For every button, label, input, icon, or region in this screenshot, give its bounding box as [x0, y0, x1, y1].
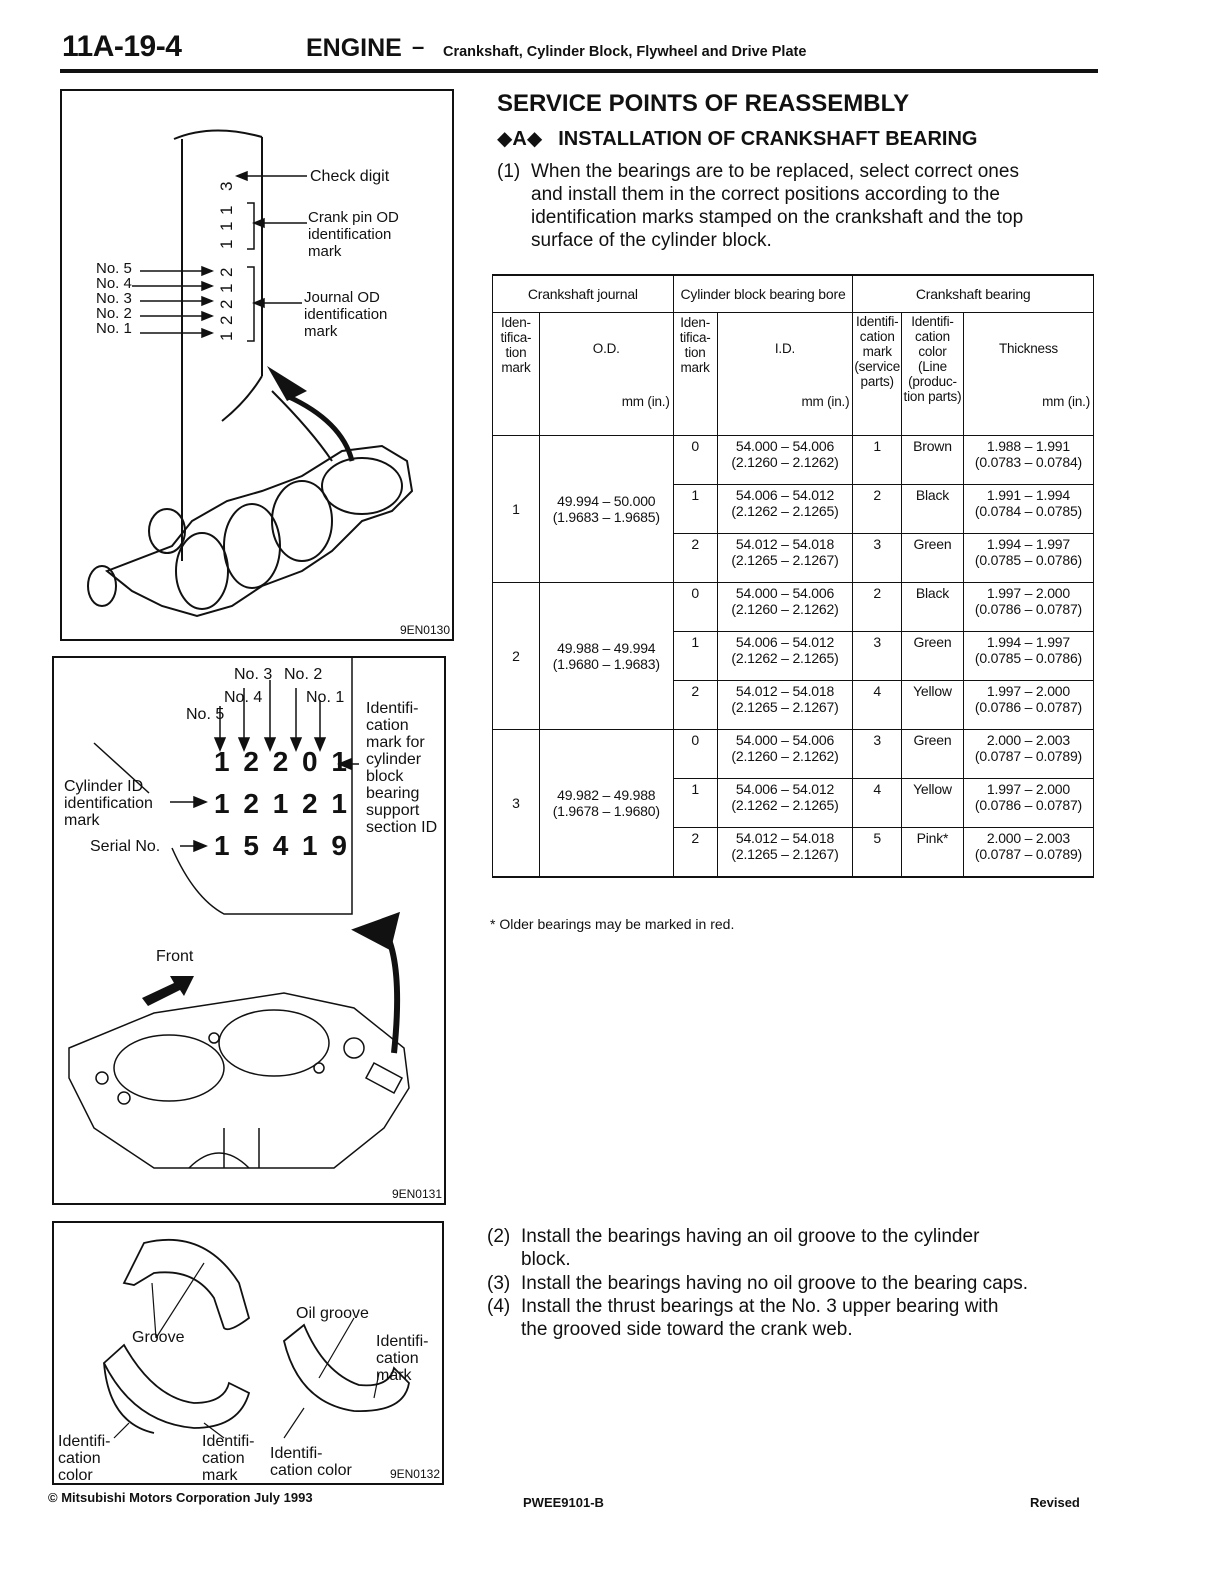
bore-mark-cell: 1 [673, 779, 717, 828]
stamped-digit: 1 [217, 221, 236, 231]
od-mm: 49.988 – 49.994 [557, 640, 656, 656]
label-line: Identifi- [270, 1445, 323, 1462]
crankshaft-illustration [62, 91, 452, 639]
bore-mark-cell: 0 [673, 583, 717, 632]
header-line: cation [915, 329, 950, 344]
od-mm: 49.982 – 49.988 [557, 786, 656, 803]
column-group-header: Crankshaft bearing [853, 275, 1094, 313]
label-line: color [58, 1467, 93, 1484]
thickness-cell [963, 730, 1093, 779]
id-in: (2.1262 – 2.1265) [731, 503, 839, 519]
label-line: cation color [270, 1462, 352, 1479]
step-text [521, 1295, 998, 1341]
bearing-mark-cell: 3 [853, 730, 902, 779]
group-header-row [493, 275, 1094, 313]
text-line: Install the bearings having no oil groove to the bearing caps. [521, 1273, 1028, 1294]
figure-cylinder-block-marks [52, 656, 446, 1205]
step-text [531, 160, 1023, 252]
bore-id-cell [717, 485, 853, 534]
step-2 [487, 1225, 1097, 1271]
header-line: (service [854, 359, 901, 374]
text-line: Install the thrust bearings at the No. 3 upper bearing with [521, 1296, 999, 1317]
thickness-in: (0.0783 – 0.0784) [974, 454, 1083, 470]
column-header [493, 313, 540, 436]
thickness-mm: 1.997 – 2.000 [986, 683, 1070, 699]
bearing-color-cell: Yellow [902, 779, 964, 828]
thickness-in: (0.0785 – 0.0786) [974, 552, 1083, 568]
header-line: I.D. [774, 341, 796, 356]
header-unit: mm (in.) [801, 394, 850, 409]
bore-mark-cell: 1 [673, 485, 717, 534]
bearing-selection-table [492, 274, 1094, 878]
thickness-cell [963, 436, 1093, 485]
bearing-color-cell: Black [902, 583, 964, 632]
header-line: parts) [860, 374, 894, 389]
step-1 [497, 160, 1097, 260]
stamped-digit: 1 [217, 239, 236, 249]
text-line: Install the bearings having an oil groove to the cylinder [521, 1226, 980, 1247]
bore-id-cell [717, 632, 853, 681]
journal-number: No. 5 [96, 260, 132, 277]
stamped-digit: 2 [217, 299, 236, 309]
label-line: mark [376, 1367, 412, 1384]
step-4 [487, 1295, 1097, 1341]
groove-label: Groove [132, 1329, 185, 1346]
bore-id-cell [717, 436, 853, 485]
label-line: Identifi- [202, 1433, 255, 1450]
journal-od-cell [539, 436, 673, 583]
label-line: section ID [366, 819, 438, 836]
crank-pin-label [308, 209, 399, 260]
id-mm: 54.006 – 54.012 [735, 634, 835, 650]
revision-status: Revised [1030, 1495, 1080, 1510]
header-line: color [918, 344, 947, 359]
thickness-in: (0.0787 – 0.0789) [974, 846, 1083, 862]
header-line: Iden- [680, 315, 711, 330]
header-line: cation [859, 329, 895, 344]
id-mm: 54.006 – 54.012 [735, 781, 835, 797]
service-point-marker: ◆A◆ [497, 128, 543, 150]
header-line: Thickness [998, 341, 1058, 356]
main-heading: SERVICE POINTS OF REASSEMBLY [497, 90, 910, 117]
header-line: tion [505, 345, 527, 360]
step-number: (4) [487, 1296, 511, 1317]
id-mm: 54.012 – 54.018 [735, 536, 835, 552]
thickness-in: (0.0786 – 0.0787) [974, 699, 1083, 715]
section-title: ENGINE [306, 34, 402, 62]
label-line: mark [308, 243, 342, 260]
bore-id-cell [717, 828, 853, 877]
thickness-mm: 1.997 – 2.000 [986, 585, 1070, 601]
thickness-cell [963, 583, 1093, 632]
journal-number: No. 3 [96, 290, 132, 307]
figure-bearing-shells [52, 1221, 444, 1485]
sub-heading-text: INSTALLATION OF CRANKSHAFT BEARING [558, 128, 978, 150]
header-line: mark [680, 360, 710, 375]
bearing-color-cell: Pink* [902, 828, 964, 877]
thickness-in: (0.0785 – 0.0786) [974, 650, 1083, 666]
thickness-cell [963, 485, 1093, 534]
no4-label: No. 4 [224, 689, 263, 706]
cylinder-id-label [64, 778, 153, 829]
text-line: identification marks stamped on the crankshaft and the top [531, 207, 1024, 228]
text-line: When the bearings are to be replaced, select correct ones [531, 161, 1019, 182]
id-in: (2.1262 – 2.1265) [731, 650, 839, 666]
thickness-in: (0.0786 – 0.0787) [974, 797, 1083, 813]
header-rule [60, 69, 1098, 73]
column-header [853, 313, 902, 436]
bearing-mark-cell: 3 [853, 534, 902, 583]
column-header [902, 313, 964, 436]
stamped-digit: 1 [217, 283, 236, 293]
header-line: mark [501, 360, 531, 375]
serial-number-digits: 1 5 4 1 9 [214, 830, 350, 861]
bore-mark-cell: 2 [673, 681, 717, 730]
bearing-support-id-digits: 1 2 2 0 1 [214, 746, 350, 777]
header-line: O.D. [592, 341, 620, 356]
label-line: block [366, 768, 404, 785]
cylinder-id-digits: 1 2 1 2 1 [214, 788, 350, 819]
copyright: © Mitsubishi Motors Corporation July 1993 [48, 1490, 313, 1505]
thickness-in: (0.0787 – 0.0789) [974, 748, 1083, 764]
table-row [493, 436, 1094, 485]
journal-number: No. 2 [96, 305, 132, 322]
id-mm: 54.006 – 54.012 [735, 487, 835, 503]
header-line: tion parts) [903, 389, 962, 404]
bearing-color-cell: Green [902, 534, 964, 583]
label-line: Identifi- [366, 700, 419, 717]
label-line: identification [64, 795, 153, 812]
sub-heading [497, 126, 977, 151]
bore-mark-cell: 2 [673, 828, 717, 877]
thickness-mm: 1.997 – 2.000 [986, 781, 1070, 797]
label-line: Journal OD [304, 289, 380, 306]
step-number: (1) [497, 161, 521, 182]
id-in: (2.1260 – 2.1262) [731, 454, 839, 470]
step-number: (3) [487, 1273, 511, 1294]
bore-mark-cell: 0 [673, 436, 717, 485]
stamped-digit: 1 [217, 331, 236, 341]
od-in: (1.9680 – 1.9683) [552, 656, 660, 672]
check-digit-label: Check digit [310, 168, 390, 185]
journal-mark-cell: 3 [493, 730, 540, 877]
table-row [493, 730, 1094, 779]
header-line: Identifi- [855, 314, 899, 329]
bore-id-cell [717, 779, 853, 828]
label-line: cation [58, 1450, 101, 1467]
thickness-cell [963, 828, 1093, 877]
label-line: identification [304, 306, 388, 323]
label-line: mark [202, 1467, 238, 1484]
oil-groove-label: Oil groove [296, 1305, 369, 1322]
bearing-mark-cell: 4 [853, 681, 902, 730]
column-header [673, 313, 717, 436]
bearing-mark-cell: 3 [853, 632, 902, 681]
od-mm: 49.994 – 50.000 [557, 493, 656, 509]
id-mm: 54.000 – 54.006 [735, 585, 835, 601]
journal-od-label [304, 289, 387, 340]
label-line: mark [64, 812, 100, 829]
journal-number: No. 4 [96, 275, 132, 292]
label-line: mark [304, 323, 338, 340]
header-line: tion [684, 345, 706, 360]
bore-id-cell [717, 730, 853, 779]
journal-od-cell [539, 583, 673, 730]
step-3 [487, 1272, 1097, 1296]
header-line: tifica- [679, 330, 711, 345]
table-row [493, 583, 1094, 632]
bearing-mark-cell: 4 [853, 779, 902, 828]
header-line: mark [862, 344, 892, 359]
id-in: (2.1265 – 2.1267) [731, 846, 839, 862]
bearing-mark-cell: 5 [853, 828, 902, 877]
thickness-cell [963, 534, 1093, 583]
sub-header-row [493, 313, 1094, 436]
identification-mark-bottom-label [202, 1433, 254, 1484]
bore-id-cell [717, 681, 853, 730]
figure-code: 9EN0131 [391, 1187, 442, 1201]
stamped-digit: 2 [217, 267, 236, 277]
label-line: cation [366, 717, 409, 734]
bearing-mark-cell: 2 [853, 485, 902, 534]
journal-od-cell [539, 730, 673, 877]
section-subtitle: Crankshaft, Cylinder Block, Flywheel and Drive Plate [443, 44, 807, 60]
header-unit: mm (in.) [1042, 394, 1090, 409]
bearing-color-cell: Green [902, 730, 964, 779]
bearing-color-cell: Brown [902, 436, 964, 485]
page-number: 11A-19-4 [62, 30, 182, 63]
journal-number: No. 1 [96, 320, 132, 337]
no5-label: No. 5 [186, 706, 225, 723]
id-in: (2.1265 – 2.1267) [731, 699, 839, 715]
header-dash: – [412, 34, 425, 59]
column-header [539, 313, 673, 436]
header-line: tifica- [500, 330, 532, 345]
arrow-up-icon [267, 366, 307, 401]
no1-label: No. 1 [306, 689, 345, 706]
front-arrow-icon [142, 976, 194, 1006]
text-line: the grooved side toward the crank web. [521, 1319, 853, 1340]
no3-label: No. 3 [234, 666, 273, 683]
journal-mark-cell: 2 [493, 583, 540, 730]
id-mm: 54.000 – 54.006 [735, 732, 835, 748]
bearing-color-cell: Black [902, 485, 964, 534]
label-line: Identifi- [58, 1433, 111, 1450]
id-mm: 54.000 – 54.006 [735, 438, 835, 454]
step-number: (2) [487, 1226, 511, 1247]
figure-code: 9EN0130 [399, 623, 450, 637]
column-header [717, 313, 853, 436]
thickness-mm: 1.994 – 1.997 [986, 634, 1070, 650]
step-text [521, 1225, 979, 1271]
text-line: block. [521, 1249, 571, 1270]
label-line: mark for [366, 734, 425, 751]
od-in: (1.9683 – 1.9685) [552, 509, 660, 525]
label-line: cation [376, 1350, 419, 1367]
label-line: cation [202, 1450, 245, 1467]
label-line: Cylinder ID [64, 778, 144, 795]
label-line: cylinder [366, 751, 422, 768]
label-line: Identifi- [376, 1333, 429, 1350]
header-line: (Line [917, 359, 947, 374]
bearing-color-cell: Yellow [902, 681, 964, 730]
figure-code: 9EN0132 [389, 1467, 440, 1481]
bearing-mark-cell: 2 [853, 583, 902, 632]
id-in: (2.1260 – 2.1262) [731, 748, 839, 764]
stamped-digit: 3 [217, 181, 236, 191]
column-header [963, 313, 1093, 436]
bore-id-cell [717, 534, 853, 583]
stamped-digit: 2 [217, 315, 236, 325]
column-group-header: Cylinder block bearing bore [673, 275, 853, 313]
identification-mark-right-label [376, 1333, 428, 1384]
text-line: surface of the cylinder block. [531, 230, 772, 251]
label-line: support [366, 802, 420, 819]
thickness-mm: 2.000 – 2.003 [986, 830, 1070, 846]
header-line: Identifi- [911, 314, 954, 329]
header-unit: mm (in.) [621, 394, 670, 409]
label-line: Crank pin OD [308, 209, 399, 226]
journal-numbers [96, 261, 132, 336]
id-mm: 54.012 – 54.018 [735, 683, 835, 699]
front-label: Front [156, 948, 194, 965]
no2-label: No. 2 [284, 666, 323, 683]
text-line: and install them in the correct positions according to the [531, 184, 1000, 205]
bore-mark-cell: 0 [673, 730, 717, 779]
id-in: (2.1260 – 2.1262) [731, 601, 839, 617]
od-in: (1.9678 – 1.9680) [552, 802, 660, 819]
thickness-cell [963, 632, 1093, 681]
bearing-color-cell: Green [902, 632, 964, 681]
arrow-up-icon [351, 912, 411, 961]
thickness-mm: 1.988 – 1.991 [986, 438, 1070, 454]
id-mm: 54.012 – 54.018 [735, 830, 835, 846]
bore-id-cell [717, 583, 853, 632]
thickness-mm: 1.994 – 1.997 [986, 536, 1070, 552]
identification-color-left-label [58, 1433, 110, 1484]
thickness-mm: 2.000 – 2.003 [986, 732, 1070, 748]
bearing-mark-cell: 1 [853, 436, 902, 485]
thickness-cell [963, 779, 1093, 828]
serial-number-label: Serial No. [90, 838, 161, 855]
thickness-in: (0.0786 – 0.0787) [974, 601, 1083, 617]
label-line: bearing [366, 785, 420, 802]
stamped-digit: 1 [217, 205, 236, 215]
id-in: (2.1265 – 2.1267) [731, 552, 839, 568]
document-code: PWEE9101-B [523, 1495, 604, 1510]
identification-color-bottom-label [270, 1445, 352, 1479]
step-text [521, 1272, 1028, 1295]
bore-mark-cell: 2 [673, 534, 717, 583]
label-line: identification [308, 226, 392, 243]
column-group-header: Crankshaft journal [493, 275, 674, 313]
header-line: Iden- [501, 315, 531, 330]
figure-crankshaft-marks [60, 89, 454, 641]
table-footnote: * Older bearings may be marked in red. [490, 916, 735, 932]
id-in: (2.1262 – 2.1265) [731, 797, 839, 813]
header-line: (produc- [908, 374, 957, 389]
bore-mark-cell: 1 [673, 632, 717, 681]
journal-mark-cell: 1 [493, 436, 540, 583]
bearing-support-label [366, 700, 437, 836]
thickness-mm: 1.991 – 1.994 [986, 487, 1070, 503]
thickness-in: (0.0784 – 0.0785) [974, 503, 1083, 519]
thickness-cell [963, 681, 1093, 730]
